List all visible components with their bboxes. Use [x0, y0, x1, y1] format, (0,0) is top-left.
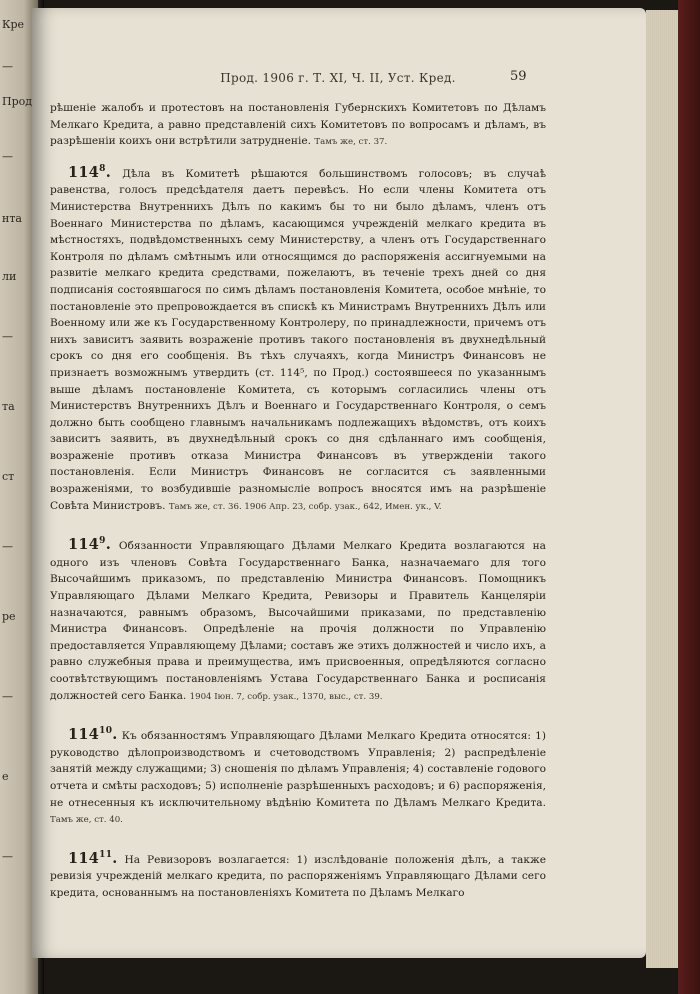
left-page-text: Прод — [2, 95, 33, 108]
left-page-text: нта — [2, 212, 22, 225]
article-114-10 — [50, 723, 546, 829]
paragraph-text: рѣшеніе жалобъ и протестовъ на постановленія Губернскихъ Комитетовъ по Дѣламъ Мелкаго Кредита, а равно представленій сихъ Комитетовъ по вопросамъ и дѣламъ, въ разрѣшеніи коихъ они встрѣтили затрудненіе. — [50, 102, 546, 148]
paragraph-text: На Ревизоровъ возлагается: 1) изслѣдованіе положенія дѣлъ, а также ревизія учрежденій мелкаго кредита, по распоряженіямъ Управляющаго Дѣлами сего кредита, основаннымъ на постановленіяхъ Комитета по Дѣламъ Мелкаго — [50, 853, 547, 899]
article-114-9 — [50, 533, 546, 705]
left-page-text: е — [2, 770, 9, 783]
left-page-text: — — [2, 690, 13, 703]
article-114-8 — [50, 161, 546, 515]
left-page-text: — — [2, 150, 13, 163]
paragraph-text: Обязанности Управляющаго Дѣлами Мелкаго Кредита возлагаются на одного изъ членовъ Совѣта Государственнаго Банка, назначаемаго для того Высочайшимъ приказомъ, по представленію Министра Финансовъ. Помощникъ Управляющаго Дѣлами Мелкаго Кредита, Ревизоры и Правитель Канцеляріи назначаются, равнымъ образомъ, Высочайшими приказами, по представленію Министра Финансовъ. Опредѣленіе на прочія должности по Управленію предоставляется Управляющему Дѣлами; составъ же этихъ должностей и число ихъ, а равно служебныя права и преимущества, имъ присвоенныя, опредѣляются согласно соотвѣтствующимъ постановленіямъ Устава Государственнаго Банка и росписанія должностей сего Банка. — [50, 540, 546, 702]
left-page-text: — — [2, 60, 13, 73]
left-page-text: — — [2, 540, 13, 553]
page-number: 59 — [510, 69, 527, 84]
article-number: $114^9$. — [68, 536, 112, 554]
citation: Тамъ же, ст. 40. — [50, 815, 123, 826]
left-page-text: ре — [2, 610, 16, 623]
left-page-text: та — [2, 400, 15, 413]
left-page-text: ст — [2, 470, 15, 483]
article-number: $114^{11}$. — [68, 849, 118, 867]
paragraph-continuation — [50, 100, 546, 151]
left-page-text: ли — [2, 270, 17, 283]
left-page-text: — — [2, 330, 13, 343]
citation: Тамъ же, ст. 36. 1906 Апр. 23, собр. узак., 642, Имен. ук., V. — [168, 501, 442, 512]
article-number: $114^8$. — [68, 163, 112, 181]
paragraph-text: Къ обязанностямъ Управляющаго Дѣлами Мелкаго Кредита относятся: 1) руководство дѣлопроизводствомъ и счетоводствомъ Управленія; 2) распредѣленіе занятій между служащими; 3) сношенія по дѣламъ Управленія; 4) составленіе годового отчета и смѣты расходовъ; 5) исполненіе разрѣшенныхъ расходовъ; и 6) распоряженія, не отнесенныя къ исключительному вѣдѣнію Комитета по Дѣламъ Мелкаго Кредита. — [50, 730, 546, 809]
page-body — [50, 100, 546, 902]
citation: Тамъ же, ст. 37. — [314, 137, 388, 148]
left-page-text: — — [2, 850, 13, 863]
paragraph-text: Дѣла въ Комитетѣ рѣшаются большинствомъ голосовъ; въ случаѣ равенства, голосъ предсѣдателя даетъ перевѣсъ. Но если члены Комитета отъ Министерства Внутреннихъ Дѣлъ по какимъ бы то ни было дѣламъ, членъ отъ Военнаго Министерства по дѣламъ, касающимся учрежденій мелкаго кредита въ мѣстностяхъ, подвѣдомственныхъ сему Министерству, а членъ отъ Государственнаго Контроля по дѣламъ смѣтнымъ или относящимся до распоряженія ассигнуемыми на развитіе мелкаго кредита средствами, пожелаютъ, въ теченіе трехъ дней со дня подписанія состоявшагося по симъ дѣламъ постановленія Комитета, особое мнѣніе, то постановленіе это препровождается въ спискѣ къ Министрамъ Внутреннихъ Дѣлъ или Военному или же къ Государственному Контролеру, по принадлежности, причемъ отъ нихъ зависитъ заявить возраженіе противъ такого постановленія въ двухнедѣльный срокъ со дня его сообщенія. Въ тѣхъ случаяхъ, когда Министръ Финансовъ не признаетъ возможнымъ утвердить (ст. 114⁵, по Прод.) состоявшееся по указаннымъ выше дѣламъ постановленіе Комитета, съ которымъ согласились члены отъ Министерствъ Внутреннихъ Дѣлъ и Военнаго и Государственнаго Контроля, о семъ должно быть сообщено главнымъ начальникамъ подлежащихъ вѣдомствъ, отъ коихъ зависитъ заявить, въ двухнедѣльный срокъ со дня сдѣланнаго имъ сообщенія, возраженіе противъ отказа Министра Финансовъ въ утвержденіи такого постановленія. Если Министръ Финансовъ не согласится съ заявленными возраженіями, то возбудившіе разномысліе вопросъ вносятся имъ на разрѣшеніе Совѣта Министровъ. — [50, 167, 546, 512]
running-header: Прод. 1906 г. Т. XI, Ч. II, Уст. Кред. — [220, 71, 456, 85]
citation: 1904 Іюн. 7, собр. узак., 1370, выс., ст. 39. — [189, 691, 383, 702]
left-page-text: Кре — [2, 18, 25, 31]
book-cover — [678, 0, 700, 994]
article-114-11 — [50, 847, 546, 902]
article-number: $114^{10}$. — [68, 726, 118, 744]
